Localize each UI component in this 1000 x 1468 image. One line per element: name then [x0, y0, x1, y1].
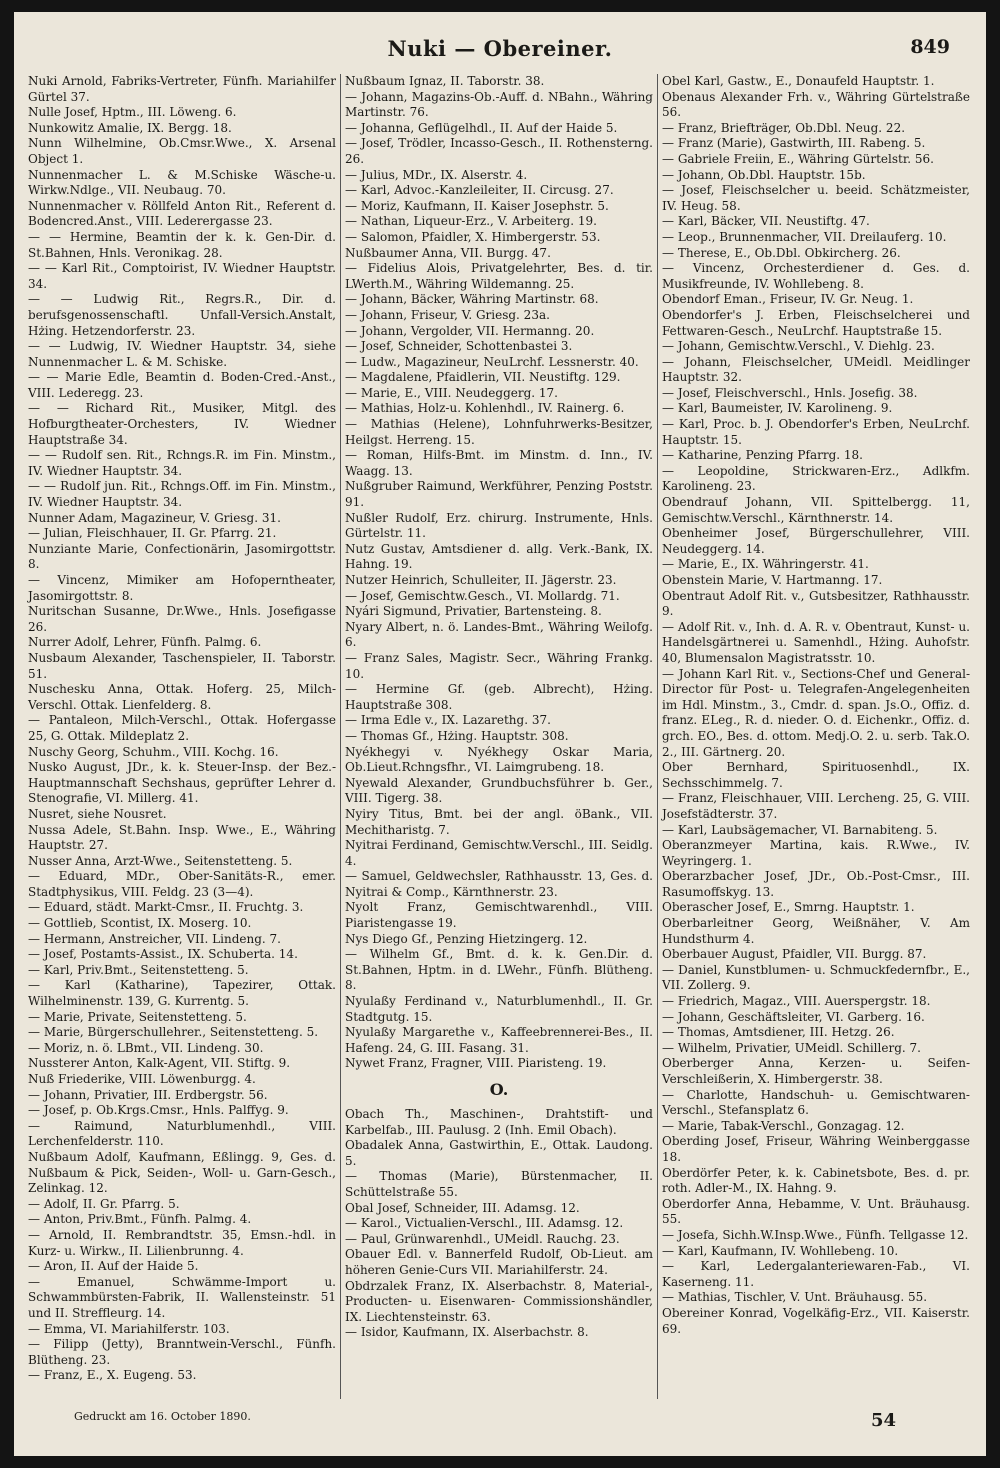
directory-entry: — Mathias, Holz-u. Kohlenhdl., IV. Rainerg. 6.	[345, 401, 625, 416]
directory-entry: — — Marie Edle, Beamtin d. Boden-Cred.-Anst., VIII. Lederegg. 23.	[28, 370, 336, 400]
directory-entry: Nywet Franz, Fragner, VIII. Piaristeng. 19.	[345, 1056, 607, 1071]
directory-entry: — Josef, Postamts-Assist., IX. Schuberta. 14.	[28, 947, 298, 962]
directory-entry: — Thomas (Marie), Bürstenmacher, II. Schüttelstraße 55.	[345, 1169, 653, 1199]
directory-entry: — Isidor, Kaufmann, IX. Alserbachstr. 8.	[345, 1325, 589, 1340]
directory-entry: — Karl, Kaufmann, IV. Wohllebeng. 10.	[662, 1243, 899, 1258]
directory-entry: Nunnenmacher v. Röllfeld Anton Rit., Referent d. Bodencred.Anst., VIII. Lederergasse 23.	[28, 198, 336, 229]
directory-entry: — Wilhelm Gf., Bmt. d. k. k. Gen.Dir. d. St.Bahnen, Hptm. in d. LWehr., Fünfh. Blütheng. 8.	[345, 947, 653, 993]
directory-entry: — Karl, Advoc.-Kanzleileiter, II. Circusg. 27.	[345, 183, 614, 198]
directory-entry: Obenheimer Josef, Bürgerschullehrer, VIII. Neudeggerg. 14.	[662, 526, 970, 556]
directory-entry: — Karl (Katharine), Tapezirer, Ottak. Wilhelminenstr. 139, G. Kurrentg. 5.	[28, 978, 336, 1009]
page-footer	[14, 1410, 986, 1434]
directory-entry: Obendrauf Johann, VII. Spittelbergg. 11, Gemischtw.Verschl., Kärnthnerstr. 14.	[662, 495, 970, 525]
directory-entry: — Johann, Ob.Dbl. Hauptstr. 15b.	[662, 167, 866, 182]
directory-entry: — Johann, Fleischselcher, UMeidl. Meidlinger Hauptstr. 32.	[662, 354, 970, 385]
directory-entry: Nyékhegyi v. Nyékhegy Oskar Maria, Ob.Lieut.Rchngsfhr., VI. Laimgrubeng. 18.	[345, 744, 653, 775]
directory-entry: — — Richard Rit., Musiker, Mitgl. des Hofburgtheater-Orchesters, IV. Wiedner Hauptstraße 34.	[28, 401, 336, 447]
directory-entry: Oberding Josef, Friseur, Währing Weinberggasse 18.	[662, 1134, 970, 1164]
directory-entry: Oberascher Josef, E., Smrng. Hauptstr. 1.	[662, 900, 915, 915]
directory-entry: — Emma, VI. Mariahilferstr. 103.	[28, 1321, 230, 1336]
directory-entry: — Adolf Rit. v., Inh. d. A. R. v. Obentraut, Kunst- u. Handelsgärtnerei u. Samenhdl., Hżing. Auhofstr. 40, Blumensalon Magistratsstr. 10.	[662, 619, 970, 665]
directory-entry: — Karl, Ledergalanteriewaren-Fab., VI. Kaserneng. 11.	[662, 1259, 970, 1289]
print-date-note: Gedruckt am 16. October 1890.	[74, 1410, 251, 1423]
directory-entry: — Thomas Gf., Hżing. Hauptstr. 308.	[345, 728, 569, 743]
directory-entry: — Julian, Fleischhauer, II. Gr. Pfarrg. 21.	[28, 526, 277, 541]
directory-entry: Nunner Adam, Magazineur, V. Griesg. 31.	[28, 510, 281, 525]
column-right	[657, 74, 974, 1399]
directory-entry: — Adolf, II. Gr. Pfarrg. 5.	[28, 1196, 180, 1211]
directory-entry: Nys Diego Gf., Penzing Hietzingerg. 12.	[345, 931, 588, 946]
directory-entry: — Mathias (Helene), Lohnfuhrwerks-Besitzer, Heilgst. Herreng. 15.	[345, 417, 653, 447]
directory-entry: Nurrer Adolf, Lehrer, Fünfh. Palmg. 6.	[28, 635, 262, 650]
directory-entry: — Josef, Fleischverschl., Hnls. Josefig. 38.	[662, 385, 918, 400]
directory-entry: — Marie, Private, Seitenstetteng. 5.	[28, 1009, 247, 1024]
directory-entry: — Johann, Vergolder, VII. Hermanng. 20.	[345, 323, 595, 338]
directory-entry: Nutz Gustav, Amtsdiener d. allg. Verk.-Bank, IX. Hahng. 19.	[345, 541, 653, 572]
directory-entry: — Wilhelm, Privatier, UMeidl. Schillerg. 7.	[662, 1040, 921, 1055]
directory-entry: — Johann, Magazins-Ob.-Auff. d. NBahn., Währing Martinstr. 76.	[345, 89, 653, 120]
directory-entry: — Karl, Priv.Bmt., Seitenstetteng. 5.	[28, 962, 249, 977]
directory-entry: Nussterer Anton, Kalk-Agent, VII. Stiftg. 9.	[28, 1056, 291, 1071]
directory-entry: — Marie, Bürgerschullehrer., Seitenstetteng. 5.	[28, 1025, 319, 1040]
directory-entry: — Mathias, Tischler, V. Unt. Bräuhausg. 55.	[662, 1290, 928, 1305]
directory-entry: — Paul, Grünwarenhdl., UMeidl. Rauchg. 23.	[345, 1231, 620, 1246]
directory-entry: Nußler Rudolf, Erz. chirurg. Instrumente, Hnls. Gürtelstr. 11.	[345, 510, 653, 541]
directory-entry: Oberbarleitner Georg, Weißnäher, V. Am Hundsthurm 4.	[662, 916, 970, 946]
directory-entry: Nußgruber Raimund, Werkführer, Penzing Poststr. 91.	[345, 479, 653, 510]
directory-entry: — Hermann, Anstreicher, VII. Lindeng. 7.	[28, 931, 281, 946]
directory-entry: — Franz (Marie), Gastwirth, III. Rabeng. 5.	[662, 136, 926, 151]
directory-entry: Nyári Sigmund, Privatier, Bartensteing. 8.	[345, 604, 602, 619]
directory-entry: — Johanna, Geflügelhdl., II. Auf der Haide 5.	[345, 120, 618, 135]
directory-entry: — Leop., Brunnenmacher, VII. Dreilauferg. 10.	[662, 229, 947, 244]
directory-entry: Oberdorfer Anna, Hebamme, V. Unt. Bräuhausg. 55.	[662, 1196, 970, 1227]
directory-entry: Nussa Adele, St.Bahn. Insp. Wwe., E., Währing Hauptstr. 27.	[28, 822, 336, 853]
directory-entry: — Therese, E., Ob.Dbl. Obkircherg. 26.	[662, 245, 901, 260]
directory-entry: — Emanuel, Schwämme-Import u. Schwammbürsten-Fabrik, II. Wallensteinstr. 51 und II. Streffleurg. 14.	[28, 1274, 336, 1320]
directory-entry: Nusret, siehe Nousret.	[28, 806, 167, 821]
directory-entry: — Charlotte, Handschuh- u. Gemischtwaren-Verschl., Stefansplatz 6.	[662, 1087, 970, 1118]
directory-entry: — Leopoldine, Strickwaren-Erz., Adlkfm. Karolineng. 23.	[662, 463, 970, 494]
directory-entry: — — Hermine, Beamtin der k. k. Gen-Dir. d. St.Bahnen, Hnls. Veronikag. 28.	[28, 229, 336, 260]
directory-entry: — Julius, MDr., IX. Alserstr. 4.	[345, 167, 528, 182]
directory-entry: Obal Josef, Schneider, III. Adamsg. 12.	[345, 1200, 580, 1215]
directory-entry: Nyolt Franz, Gemischtwarenhdl., VIII. Piaristengasse 19.	[345, 900, 653, 931]
directory-entry: — — Rudolf jun. Rit., Rchngs.Off. im Fin. Minstm., IV. Wiedner Hauptstr. 34.	[28, 479, 336, 510]
directory-entry: — Josef, Gemischtw.Gesch., VI. Mollardg. 71.	[345, 588, 620, 603]
directory-entry: — Johann, Gemischtw.Verschl., V. Diehlg. 23.	[662, 339, 935, 354]
directory-entry: — Gabriele Freiin, E., Währing Gürtelstr. 56.	[662, 151, 934, 166]
directory-entry: — — Ludwig Rit., Regrs.R., Dir. d. berufsgenossenschaftl. Unfall-Versich.Anstalt, Hżing. Hetzendorferstr. 23.	[28, 292, 336, 338]
directory-entry: — Vincenz, Orchesterdiener d. Ges. d. Musikfreunde, IV. Wohllebeng. 8.	[662, 261, 970, 291]
directory-entry: — Roman, Hilfs-Bmt. im Minstm. d. Inn., IV. Waagg. 13.	[345, 448, 653, 478]
directory-entry: Nyary Albert, n. ö. Landes-Bmt., Währing Weilofg. 6.	[345, 619, 653, 650]
sheet-number: 54	[870, 1410, 896, 1431]
directory-entry: — Samuel, Geldwechsler, Rathhausstr. 13, Ges. d. Nyitrai & Comp., Kärnthnerstr. 23.	[345, 869, 653, 899]
directory-entry: — Pantaleon, Milch-Verschl., Ottak. Hofergasse 25, G. Ottak. Mildeplatz 2.	[28, 713, 336, 743]
directory-entry: — Johann, Geschäftsleiter, VI. Garberg. 16.	[662, 1009, 925, 1024]
directory-entry: Nuritschan Susanne, Dr.Wwe., Hnls. Josefigasse 26.	[28, 604, 336, 634]
directory-entry: Obendorfer's J. Erben, Fleischselcherei und Fettwaren-Gesch., NeuLrchf. Hauptstraße 15.	[662, 307, 970, 338]
directory-entry: Nuschy Georg, Schuhm., VIII. Kochg. 16.	[28, 744, 279, 759]
directory-entry: Nyitrai Ferdinand, Gemischtw.Verschl., III. Seidlg. 4.	[345, 838, 653, 868]
directory-entry: — Josef, Trödler, Incasso-Gesch., II. Rothensterng. 26.	[345, 136, 653, 166]
directory-entry: Nußbaum Adolf, Kaufmann, Eßlingg. 9, Ges. d. Nußbaum & Pick, Seiden-, Woll- u. Garn-Gesch., Zelinkag. 12.	[28, 1149, 336, 1196]
page-number: 849	[910, 36, 950, 58]
directory-page	[14, 12, 986, 1456]
directory-entry: Nunn Wilhelmine, Ob.Cmsr.Wwe., X. Arsenal Object 1.	[28, 136, 336, 166]
directory-entry: Obel Karl, Gastw., E., Donaufeld Hauptstr. 1.	[662, 74, 935, 88]
directory-entry: — Arnold, II. Rembrandtstr. 35, Emsn.-hdl. in Kurz- u. Wirkw., II. Lilienbrunng. 4.	[28, 1227, 336, 1258]
directory-entry: — Johann, Friseur, V. Griesg. 23a.	[345, 307, 550, 322]
directory-entry: — — Ludwig, IV. Wiedner Hauptstr. 34, siehe Nunnenmacher L. & M. Schiske.	[28, 339, 336, 369]
directory-entry: Obauer Edl. v. Bannerfeld Rudolf, Ob-Lieut. am höheren Genie-Curs VII. Mariahilferstr. 24.	[345, 1247, 653, 1277]
directory-entry: — Katharine, Penzing Pfarrg. 18.	[662, 448, 863, 463]
directory-entry: Nyulaßy Margarethe v., Kaffeebrennerei-Bes., II. Hafeng. 24, G. III. Fasang. 31.	[345, 1025, 653, 1055]
directory-entry: Obenstein Marie, V. Hartmanng. 17.	[662, 573, 883, 587]
directory-entry: Nyiry Titus, Bmt. bei der angl. öBank., VII. Mechitharistg. 7.	[345, 806, 653, 837]
directory-entry: Nusko August, JDr., k. k. Steuer-Insp. der Bez.-Hauptmannschaft Sechshaus, geprüfter Lehrer d. Stenografie, VI. Millerg. 41.	[28, 760, 336, 806]
directory-entry: — Daniel, Kunstblumen- u. Schmuckfedernfbr., E., VII. Zollerg. 9.	[662, 962, 970, 993]
directory-entry: — Aron, II. Auf der Haide 5.	[28, 1259, 199, 1274]
directory-entry: Nuß Friederike, VIII. Löwenburgg. 4.	[28, 1072, 256, 1086]
directory-entry: Oberbauer August, Pfaidler, VII. Burgg. 87.	[662, 947, 927, 962]
directory-entry: Nulle Josef, Hptm., III. Löweng. 6.	[28, 105, 237, 120]
directory-entry: Obdrzalek Franz, IX. Alserbachstr. 8, Material-, Producten- u. Eisenwaren- Commissionshändler, IX. Liechtensteinstr. 63.	[345, 1278, 653, 1324]
directory-entry: — Raimund, Naturblumenhdl., VIII. Lerchenfelderstr. 110.	[28, 1118, 336, 1149]
directory-entry: — Franz Sales, Magistr. Secr., Währing Frankg. 10.	[345, 650, 653, 681]
page-header	[14, 36, 986, 70]
directory-entry: — Ludw., Magazineur, NeuLrchf. Lessnerstr. 40.	[345, 354, 639, 369]
directory-entry: — Johann Karl Rit. v., Sections-Chef und General-Director für Post- u. Telegrafen-Angelegenheiten im Hdl. Minstm., 3., Cmdr. d. span. Js.O., Offiz. d. franz. ELeg., R. d. nieder. O. d. Eichenkr., Offiz. d. grch. EO., Bes. d. ottom. Medj.O. 2. u. serb. Tak.O. 2., III. Gärtnerg. 20.	[662, 666, 970, 759]
directory-entry: — Karol., Victualien-Verschl., III. Adamsg. 12.	[345, 1216, 624, 1231]
directory-entry: — Johann, Bäcker, Währing Martinstr. 68.	[345, 292, 599, 307]
directory-entry: — Eduard, städt. Markt-Cmsr., II. Fruchtg. 3.	[28, 900, 304, 915]
directory-entry: — Eduard, MDr., Ober-Sanitäts-R., emer. Stadtphysikus, VIII. Feldg. 23 (3—4).	[28, 869, 336, 899]
directory-entry: Nußbaum Ignaz, II. Taborstr. 38.	[345, 74, 545, 88]
directory-entry: Obentraut Adolf Rit. v., Gutsbesitzer, Rathhausstr. 9.	[662, 588, 970, 619]
directory-entry: — Franz, Briefträger, Ob.Dbl. Neug. 22.	[662, 120, 906, 135]
directory-entry: — Friedrich, Magaz., VIII. Auerspergstr. 18.	[662, 994, 931, 1009]
directory-entry: — — Rudolf sen. Rit., Rchngs.R. im Fin. Minstm., IV. Wiedner Hauptstr. 34.	[28, 448, 336, 478]
directory-entry: — Josef, Schneider, Schottenbastei 3.	[345, 339, 573, 354]
directory-entry: — Franz, E., X. Eugeng. 53.	[28, 1368, 197, 1383]
directory-entry: Nußbaumer Anna, VII. Burgg. 47.	[345, 245, 551, 260]
directory-entry: — Marie, E., VIII. Neudeggerg. 17.	[345, 385, 558, 400]
directory-entry: Obenaus Alexander Frh. v., Währing Gürtelstraße 56.	[662, 89, 970, 120]
directory-entry: — Magdalene, Pfaidlerin, VII. Neustiftg. 129.	[345, 370, 621, 385]
directory-entry: Obereiner Konrad, Vogelkäfig-Erz., VII. Kaiserstr. 69.	[662, 1305, 970, 1336]
directory-entry: — Thomas, Amtsdiener, III. Hetzg. 26.	[662, 1025, 895, 1040]
directory-entry: Nusser Anna, Arzt-Wwe., Seitenstetteng. 5.	[28, 853, 293, 868]
directory-entry: — Gottlieb, Scontist, IX. Moserg. 10.	[28, 916, 252, 931]
directory-entry: — Fidelius Alois, Privatgelehrter, Bes. d. tir. LWerth.M., Währing Wildemanng. 25.	[345, 261, 653, 291]
directory-entry: Obendorf Eman., Friseur, IV. Gr. Neug. 1.	[662, 292, 914, 307]
directory-entry: — Johann, Privatier, III. Erdbergstr. 56.	[28, 1087, 268, 1102]
column-middle	[340, 74, 657, 1399]
directory-entry: Nutzer Heinrich, Schulleiter, II. Jägerstr. 23.	[345, 573, 617, 587]
directory-entry: Oberberger Anna, Kerzen- u. Seifen-Verschleißerin, X. Himbergerstr. 38.	[662, 1056, 970, 1086]
directory-entry: — Moriz, Kaufmann, II. Kaiser Josephstr. 5.	[345, 198, 609, 213]
directory-entry: Ober Bernhard, Spirituosenhdl., IX. Sechsschimmelg. 7.	[662, 760, 970, 790]
directory-entry: — Josefa, Sichh.W.Insp.Wwe., Fünfh. Tellgasse 12.	[662, 1227, 969, 1242]
directory-entry: Obadalek Anna, Gastwirthin, E., Ottak. Laudong. 5.	[345, 1138, 653, 1168]
directory-entry: — Irma Edle v., IX. Lazarethg. 37.	[345, 713, 551, 728]
page-title: Nuki — Obereiner.	[387, 36, 613, 61]
directory-entry: Nusbaum Alexander, Taschenspieler, II. Taborstr. 51.	[28, 650, 336, 681]
directory-entry: Oberdörfer Peter, k. k. Cabinetsbote, Bes. d. pr. roth. Adler-M., IX. Hahng. 9.	[662, 1165, 970, 1196]
directory-entry: — Karl, Proc. b. J. Obendorfer's Erben, NeuLrchf. Hauptstr. 15.	[662, 417, 970, 447]
directory-entry: Nyewald Alexander, Grundbuchsführer b. Ger., VIII. Tigerg. 38.	[345, 775, 653, 806]
directory-entry: — Anton, Priv.Bmt., Fünfh. Palmg. 4.	[28, 1212, 252, 1227]
directory-entry: Nyulaßy Ferdinand v., Naturblumenhdl., II. Gr. Stadtgutg. 15.	[345, 994, 653, 1024]
directory-entry: Nuschesku Anna, Ottak. Hoferg. 25, Milch-Verschl. Ottak. Lienfelderg. 8.	[28, 682, 336, 712]
directory-entry: — Nathan, Liqueur-Erz., V. Arbeiterg. 19.	[345, 214, 597, 229]
directory-entry: — Karl, Baumeister, IV. Karolineng. 9.	[662, 401, 893, 416]
directory-entry: — Salomon, Pfaidler, X. Himbergerstr. 53.	[345, 229, 601, 244]
directory-columns	[24, 74, 974, 1399]
directory-entry: — Karl, Laubsägemacher, VI. Barnabiteng. 5.	[662, 822, 938, 837]
directory-entry: — — Karl Rit., Comptoirist, IV. Wiedner Hauptstr. 34.	[28, 261, 336, 291]
directory-entry: Nunkowitz Amalie, IX. Bergg. 18.	[28, 120, 232, 135]
directory-entry: — Marie, Tabak-Verschl., Gonzagag. 12.	[662, 1118, 905, 1133]
directory-entry: — Hermine Gf. (geb. Albrecht), Hżing. Hauptstraße 308.	[345, 682, 653, 712]
directory-entry: — Josef, Fleischselcher u. beeid. Schätzmeister, IV. Heug. 58.	[662, 183, 970, 213]
directory-entry: Oberanzmeyer Martina, kais. R.Wwe., IV. Weyringerg. 1.	[662, 838, 970, 868]
directory-entry: — Vincenz, Mimiker am Hofoperntheater, Jasomirgottstr. 8.	[28, 573, 336, 603]
section-heading: O.	[489, 1080, 509, 1099]
directory-entry: Nunziante Marie, Confectionärin, Jasomirgottstr. 8.	[28, 541, 336, 572]
directory-entry: Oberarzbacher Josef, JDr., Ob.-Post-Cmsr., III. Rasumoffskyg. 13.	[662, 869, 970, 899]
column-left	[24, 74, 340, 1399]
directory-entry: — Moriz, n. ö. LBmt., VII. Lindeng. 30.	[28, 1040, 264, 1055]
directory-entry: Nunnenmacher L. & M.Schiske Wäsche-u. Wirkw.Ndlge., VII. Neubaug. 70.	[28, 167, 336, 198]
directory-entry: — Marie, E., IX. Währingerstr. 41.	[662, 557, 869, 572]
directory-entry: Obach Th., Maschinen-, Drahtstift- und Karbelfab., III. Paulusg. 2 (Inh. Emil Obach).	[345, 1107, 653, 1137]
directory-entry: Nuki Arnold, Fabriks-Vertreter, Fünfh. Mariahilfer Gürtel 37.	[28, 74, 336, 104]
directory-entry: — Karl, Bäcker, VII. Neustiftg. 47.	[662, 214, 870, 229]
directory-entry: — Josef, p. Ob.Krgs.Cmsr., Hnls. Palffyg. 9.	[28, 1103, 289, 1118]
directory-entry: — Franz, Fleischhauer, VIII. Lercheng. 25, G. VIII. Josefstädterstr. 37.	[662, 791, 970, 821]
directory-entry: — Filipp (Jetty), Branntwein-Verschl., Fünfh. Blütheng. 23.	[28, 1337, 336, 1367]
